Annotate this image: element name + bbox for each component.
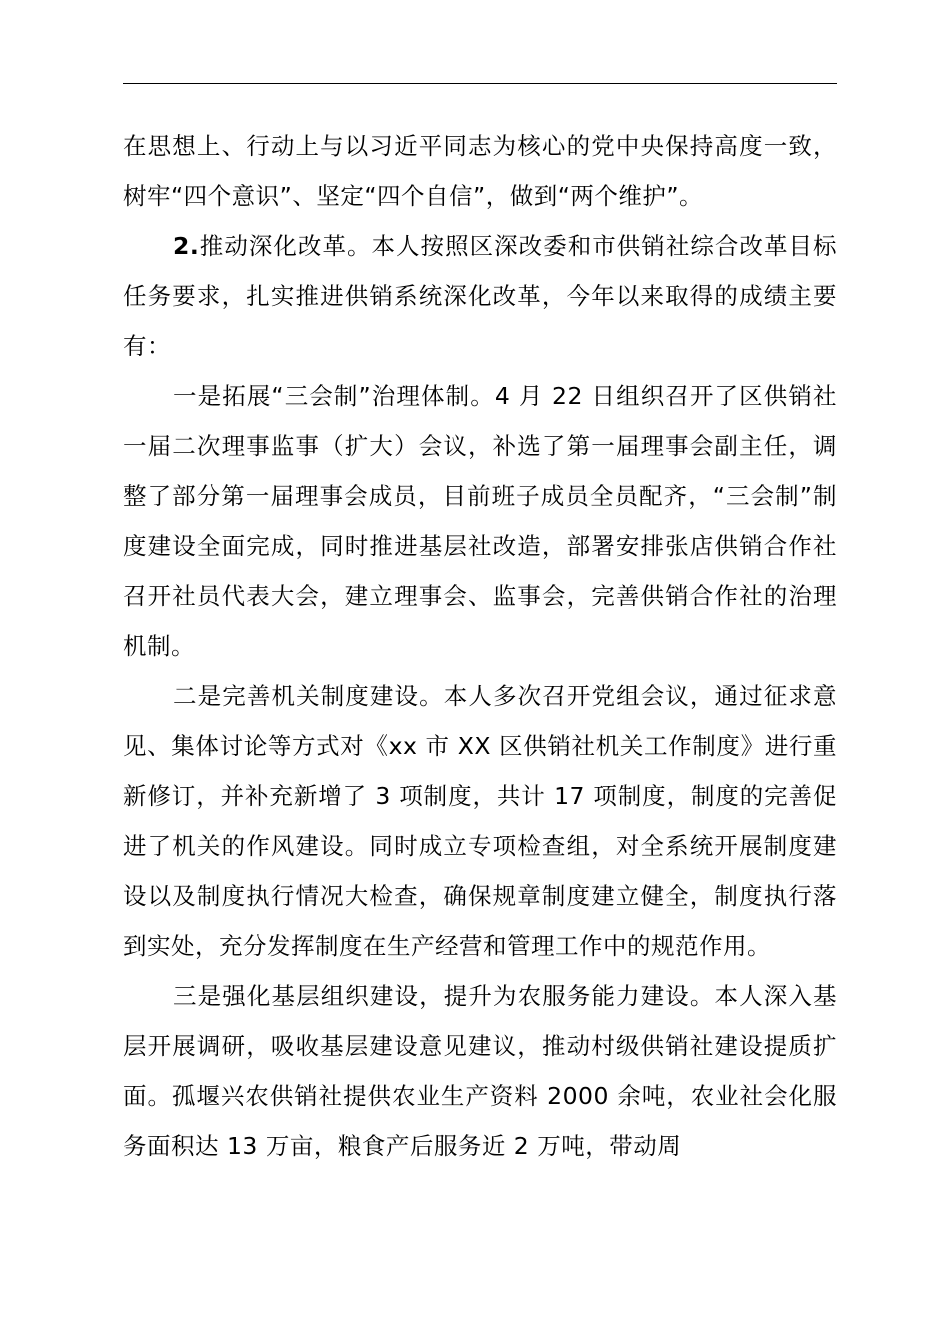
paragraph-three-council-system: 一是拓展“三会制”治理体制。4 月 22 日组织召开了区供销社一届二次理事监事（扩大）会议，补选了第一届理事会副主任，调整了部分第一届理事会成员，目前班子成员全员配齐，“三会制”制度建设全面完成，同时推进基层社改造，部署安排张店供销合作社召开社员代表大会，建立理事会、监事会，完善供销合作社的治理机制。 <box>123 382 837 660</box>
section-number: 2. <box>173 232 200 260</box>
paragraph-institutional-rules: 二是完善机关制度建设。本人多次召开党组会议，通过征求意见、集体讨论等方式对《xx 市 XX 区供销社机关工作制度》进行重新修订，并补充新增了 3 项制度，共计 17 项制度，制度的完善促进了机关的作风建设。同时成立专项检查组，对全系统开展制度建设以及制度执行情况大检查，确保规章制度建立健全，制度执行落到实处，充分发挥制度在生产经营和管理工作中的规范作用。 <box>123 682 837 960</box>
paragraph-grassroots-organization: 三是强化基层组织建设，提升为农服务能力建设。本人深入基层开展调研，吸收基层建设意见建议，推动村级供销社建设提质扩面。孤堰兴农供销社提供农业生产资料 2000 余吨，农业社会化服务面积达 13 万亩，粮食产后服务近 2 万吨，带动周 <box>123 982 837 1160</box>
document-body <box>123 121 837 1171</box>
paragraph-political-alignment: 在思想上、行动上与以习近平同志为核心的党中央保持高度一致，树牢“四个意识”、坚定“四个自信”，做到“两个维护”。 <box>123 132 837 210</box>
paragraph-text: 推动深化改革。本人按照区深改委和市供销社综合改革目标任务要求，扎实推进供销系统深化改革，今年以来取得的成绩主要有： <box>123 232 837 360</box>
header-rule <box>123 83 837 84</box>
paragraph-deepen-reform <box>123 221 837 371</box>
